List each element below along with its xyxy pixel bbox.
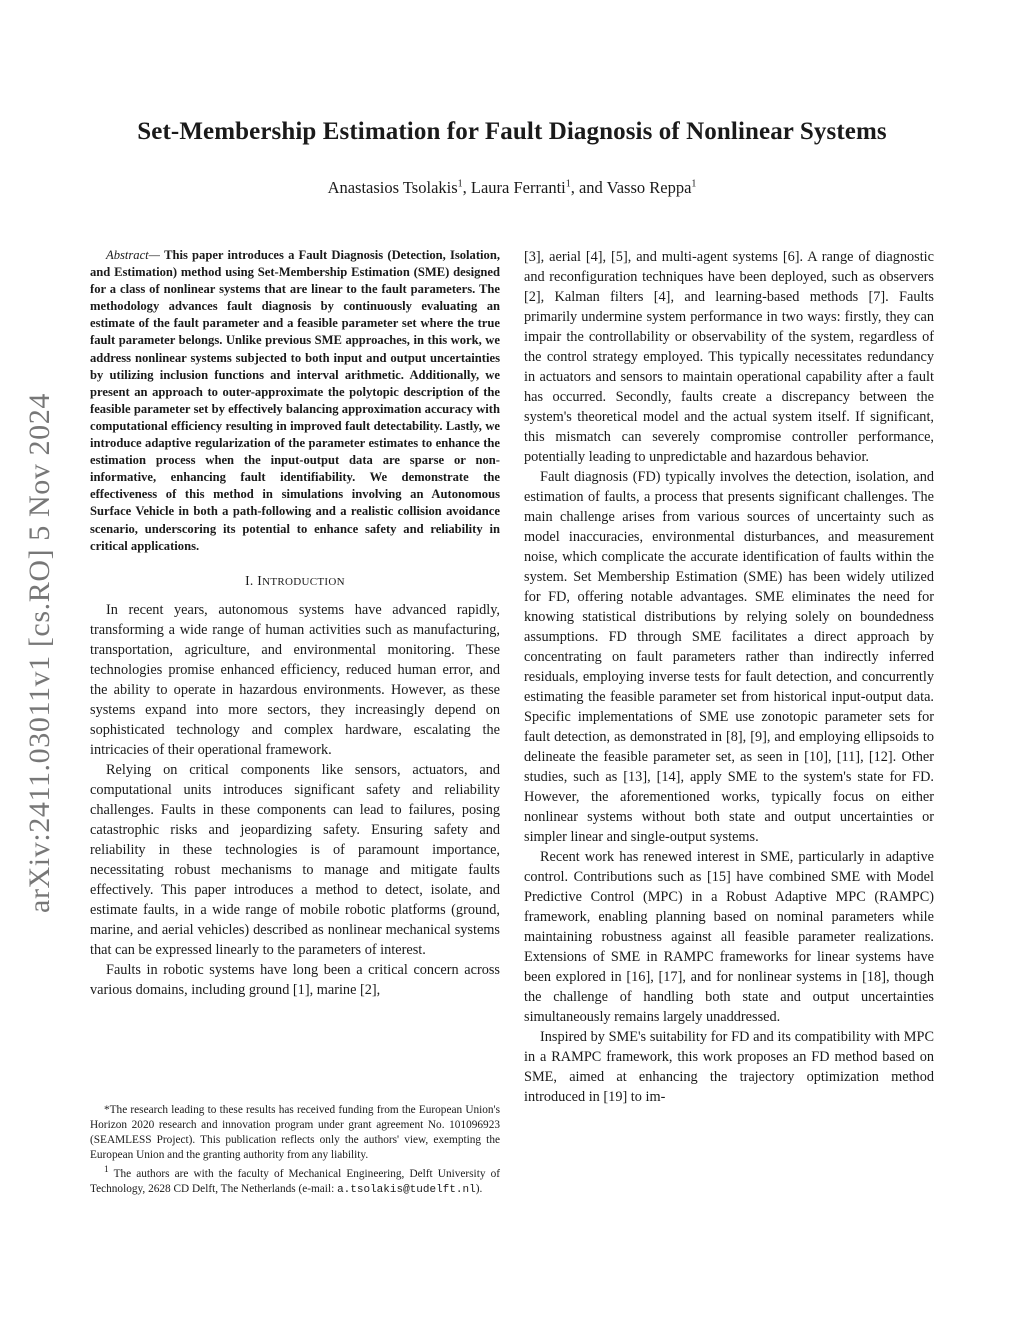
funding-footnote: *The research leading to these results has received funding from the European Union's Horizon 2020 research and innovation program under grant agreement No. 101096923 (SEAMLESS Project). This publication reflects only the authors' view, exempting the European Union and the granting authority from any liability. bbox=[90, 1104, 500, 1161]
left-column bbox=[90, 247, 500, 1000]
right-column bbox=[524, 247, 934, 1107]
author-list: Anastasios Tsolakis$^1$, Laura Ferranti$^1$, and Vasso Reppa$^1$ bbox=[327, 178, 697, 197]
footnotes bbox=[90, 1103, 500, 1198]
affiliation-mark: 1 bbox=[457, 178, 463, 190]
body-paragraph: Relying on critical components like sensors, actuators, and computational units introduces significant safety and reliability challenges. Faults in these components can lead to failures, posing catastrophic risks and jeopardizing safety. Ensuring safety and reliability in these technologies is of paramount importance, necessitating robust mechanisms to manage and mitigate faults effectively. This paper introduces a method to detect, isolate, and estimate faults, in a wide range of mobile robotic platforms (ground, marine, and aerial vehicles) described as nonlinear mechanical systems that can be expressed linearly to the parameters of interest. bbox=[90, 761, 500, 958]
affiliation-mark: 1 bbox=[565, 178, 571, 190]
body-paragraph: Fault diagnosis (FD) typically involves the detection, isolation, and estimation of faults, a process that presents significant challenges. The main challenge arises from various sources of uncertainty such as model inaccuracies, environmental disturbances, and measurement noise, which complicate the accurate identification of faults within the system. Set Membership Estimation (SME) has been widely utilized for FD, offering notable advantages. SME eliminates the need for knowing statistical distributions by relying solely on boundedness assumptions. FD through SME facilitates a direct approach by concentrating on fault parameters rather than indirectly inferred residuals, employing inverse tests for fault detection, and concurrently estimating the feasible parameter set from historical input-output data. Specific implementations of SME use zonotopic parameter sets for fault detection, as demonstrated in [8], [9], and employing ellipsoids to delineate the feasible parameter set, as seen in [10], [11], [12]. Other studies, such as [13], [14], apply SME to the system's state for FD. However, the aforementioned works, typically focus on either nonlinear systems without both state and output uncertainties or simpler linear and single-output systems. bbox=[524, 469, 934, 845]
body-paragraph: In recent years, autonomous systems have advanced rapidly, transforming a wide range of human activities such as manufacturing, transportation, agriculture, and environmental monitoring. These technologies promise enhanced efficiency, reduced human error, and the ability to operate in hazardous environments. However, as these systems expand into more sectors, they increasingly depend on sophisticated technology and complex hardware, escalating the intricacies of their operational framework. bbox=[90, 601, 500, 758]
abstract-text: This paper introduces a Fault Diagnosis (Detection, Isolation, and Estimation) method using Set-Membership Estimation (SME) designed for a class of nonlinear systems that are linear to the fault parameters. The methodology advances fault diagnosis by continuously evaluating an estimate of the fault parameter and a feasible parameter set where the true fault parameter belongs. Unlike previous SME approaches, in this work, we address nonlinear systems subjected to both input and output uncertainties by utilizing inclusion functions and interval arithmetic. Additionally, we present an approach to outer-approximate the polytopic description of the feasible parameter set by effectively balancing approximation accuracy with computational efficiency resulting in improved fault detectability. Lastly, we introduce adaptive regularization of the parameter estimates to enhance the estimation process when the input-output data are sparse or non-informative, enhancing fault identifiability. We demonstrate the effectiveness of this method in simulations involving an Autonomous Surface Vehicle in both a path-following and a realistic collision avoidance scenario, underscoring its potential to enhance safety and reliability in critical applications. bbox=[90, 248, 500, 553]
abstract: Abstract— This paper introduces a Fault Diagnosis (Detection, Isolation, and Estimation) method using Set-Membership Estimation (SME) designed for a class of nonlinear systems that are linear to the fault parameters. The methodology advances fault diagnosis by continuously evaluating an estimate of the fault parameter and a feasible parameter set where the true fault parameter belongs. Unlike previous SME approaches, in this work, we address nonlinear systems subjected to both input and output uncertainties by utilizing inclusion functions and interval arithmetic. Additionally, we present an approach to outer-approximate the polytopic description of the feasible parameter set by effectively balancing approximation accuracy with computational efficiency resulting in improved fault detectability. Lastly, we introduce adaptive regularization of the parameter estimates to enhance the estimation process when the input-output data are sparse or non-informative, enhancing fault identifiability. We demonstrate the effectiveness of this method in simulations involving an Autonomous Surface Vehicle in both a path-following and a realistic collision avoidance scenario, underscoring its potential to enhance safety and reliability in critical applications. bbox=[90, 248, 500, 553]
author-name: Anastasios Tsolakis bbox=[327, 178, 458, 197]
affiliation-mark: 1 bbox=[691, 178, 697, 190]
email-link[interactable]: a.tsolakis@tudelft.nl bbox=[337, 1183, 476, 1196]
body-paragraph: [3], aerial [4], [5], and multi-agent systems [6]. A range of diagnostic and reconfiguration techniques have been deployed, such as observers [2], Kalman filters [4], and learning-based methods [7]. Faults primarily undermine system performance in two ways: firstly, they can impair the controllability or observability of the system, regardless of the control strategy employed. This typically necessitates redundancy in actuators and sensors to maintain operational capability after a fault has occurred. Secondly, faults create a discrepancy between the system's theoretical model and the actual system itself. If significant, this mismatch can severely compromise controller performance, potentially leading to unpredictable and hazardous behavior. bbox=[524, 249, 934, 465]
body-paragraph: Inspired by SME's suitability for FD and its compatibility with MPC in a RAMPC framework, this work proposes an FD method based on SME, aimed at enhancing the trajectory optimization method introduced in [19] to im- bbox=[524, 1029, 934, 1105]
arxiv-identifier bbox=[18, 348, 62, 958]
author-name: Laura Ferranti bbox=[470, 178, 566, 197]
arxiv-id-text: arXiv:2411.03011v1 [cs.RO] 5 Nov 2024 bbox=[23, 393, 56, 913]
abstract-label: Abstract bbox=[106, 248, 149, 262]
paper-title: Set-Membership Estimation for Fault Diagnosis of Nonlinear Systems bbox=[137, 118, 887, 145]
author-name: Vasso Reppa bbox=[606, 178, 692, 197]
affiliation-footnote: $^1$ The authors are with the faculty of Mechanical Engineering, Delft University of Technology, 2628 CD Delft, The Netherlands (e-mail: a.tsolakis@tudelft.nl). bbox=[90, 1165, 500, 1196]
body-paragraph: Recent work has renewed interest in SME, particularly in adaptive control. Contributions such as [15] have combined SME with Model Predictive Control (MPC) in a Robust Adaptive MPC (RAMPC) framework, enabling planning based on nominal parameters while maintaining robustness against all feasible parameter realizations. Extensions of SME in RAMPC frameworks for linear systems have been explored in [16], [17], and for nonlinear systems in [18], though the challenge of handling both state and output uncertainties simultaneously remains largely unaddressed. bbox=[524, 849, 934, 1025]
section-heading-introduction: I. INTRODUCTION bbox=[245, 572, 345, 588]
body-paragraph: Faults in robotic systems have long been a critical concern across various domains, including ground [1], marine [2], bbox=[90, 961, 500, 998]
